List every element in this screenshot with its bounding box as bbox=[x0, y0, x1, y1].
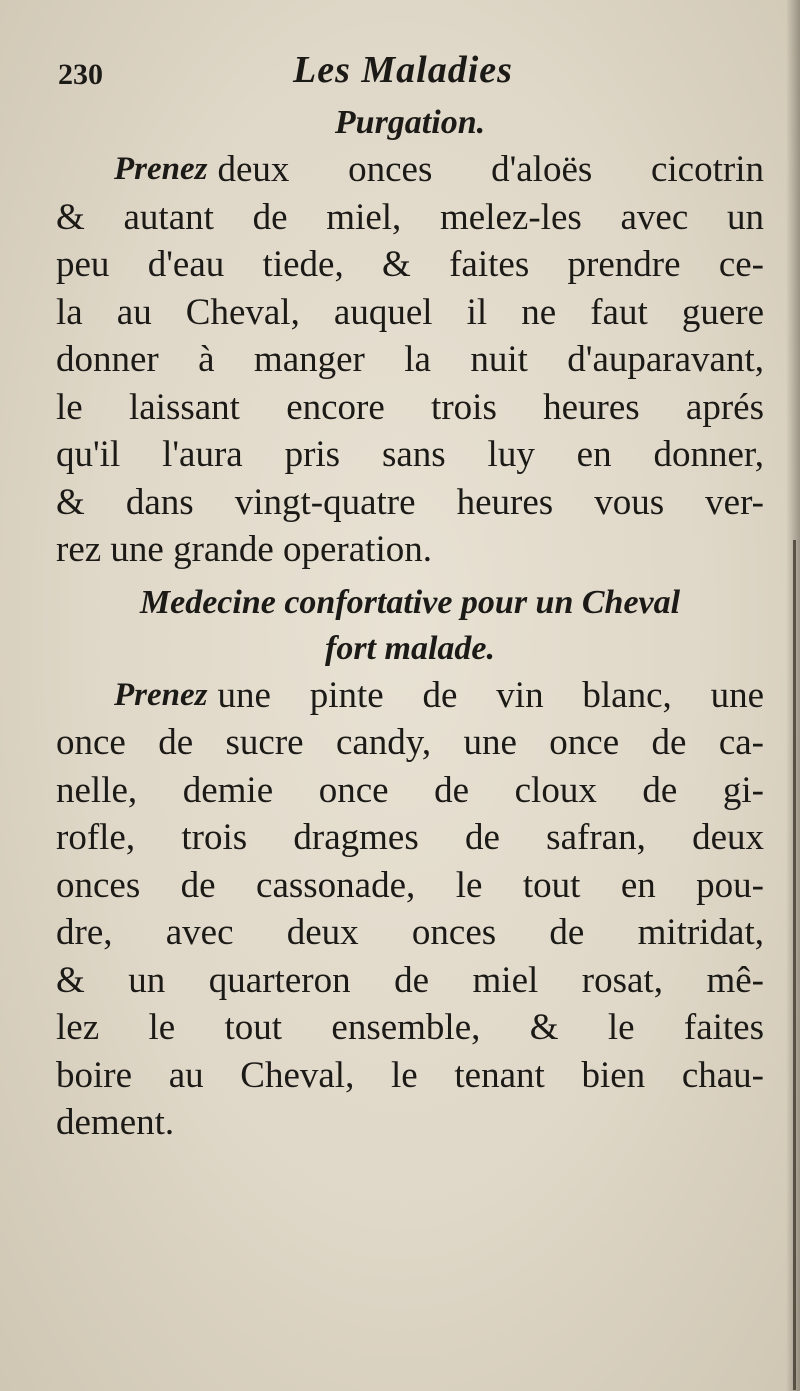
paragraph-line: dement. bbox=[56, 1102, 175, 1143]
paragraph-line: & dans vingt-quatre heures vous ver- bbox=[56, 481, 764, 523]
paragraph-line: & autant de miel, melez-les avec un bbox=[56, 196, 764, 238]
section-heading-purgation: Purgation. bbox=[334, 104, 486, 141]
paragraph-line: peu d'eau tiede, & faites prendre ce- bbox=[56, 244, 764, 285]
running-head bbox=[58, 48, 748, 108]
paragraph-line: nelle, demie once de cloux de gi- bbox=[56, 769, 764, 811]
text-block bbox=[56, 100, 764, 1147]
page-edge-line bbox=[793, 540, 796, 1390]
paragraph-line: qu'il l'aura pris sans luy en donner, bbox=[56, 434, 764, 475]
paragraph-line: la au Cheval, auquel il ne faut guere bbox=[56, 291, 764, 333]
paragraph-line: dre, avec deux onces de mitridat, bbox=[56, 912, 764, 953]
section-heading-medecine: Medecine confortative pour un Cheval bbox=[139, 583, 681, 621]
paragraph-line: rofle, trois dragmes de safran, deux bbox=[56, 817, 764, 858]
paragraph-line: once de sucre candy, une once de ca- bbox=[56, 722, 764, 763]
paragraph-line: & un quarteron de miel rosat, mê- bbox=[56, 959, 764, 1001]
running-title: Les Maladies bbox=[293, 49, 513, 91]
paragraph-line: rez une grande operation. bbox=[56, 529, 432, 570]
paragraph-line: donner à manger la nuit d'auparavant, bbox=[56, 339, 764, 380]
paragraph-lead-word: Prenez bbox=[114, 151, 208, 187]
section-heading-medecine-cont: fort malade. bbox=[325, 629, 495, 667]
paragraph-line: lez le tout ensemble, & le faites bbox=[56, 1007, 764, 1048]
paragraph-first-line bbox=[56, 146, 764, 194]
paragraph-line: onces de cassonade, le tout en pou- bbox=[56, 864, 764, 906]
paragraph-line-text: deux onces d'aloës cicotrin bbox=[217, 149, 764, 190]
page-number: 230 bbox=[58, 58, 103, 91]
paragraph-line: boire au Cheval, le tenant bien chau- bbox=[56, 1054, 764, 1096]
paragraph-line-text: une pinte de vin blanc, une bbox=[217, 674, 764, 716]
paragraph-lead-word: Prenez bbox=[114, 676, 208, 713]
paragraph-first-line bbox=[56, 672, 764, 720]
paragraph-line: le laissant encore trois heures aprés bbox=[56, 386, 764, 428]
